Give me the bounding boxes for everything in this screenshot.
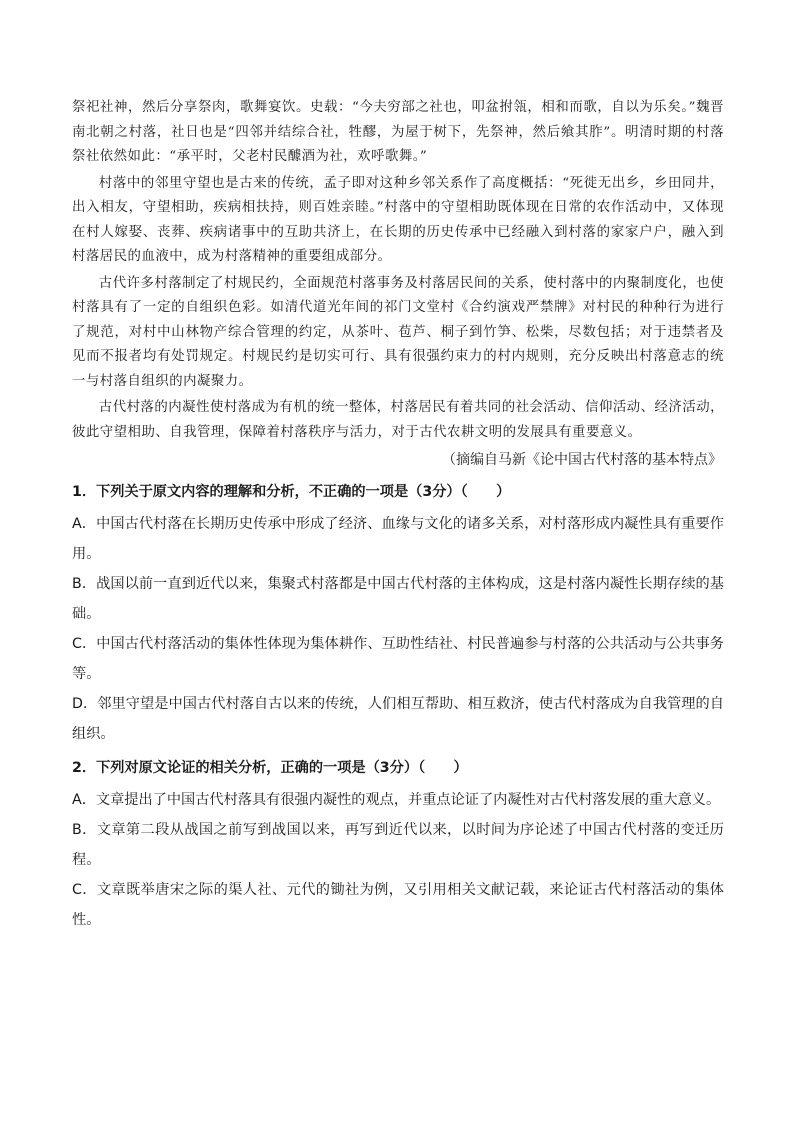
question-1-option-d: D．邻里守望是中国古代村落自古以来的传统，人们相互帮助、相互救济，使古代村落成为自我管理的自组织。	[72, 696, 724, 742]
reading-passage	[72, 96, 724, 445]
passage-source-citation: （摘编自马新《论中国古代村落的基本特点》	[442, 452, 722, 468]
question-2-title: 2．下列对原文论证的相关分析，正确的一项是（3分）（ ）	[72, 760, 468, 776]
question-1-title: 1．下列关于原文内容的理解和分析，不正确的一项是（3分）（ ）	[72, 484, 511, 500]
question-1-option-b: B．战国以前一直到近代以来，集聚式村落都是中国古代村落的主体构成，这是村落内凝性长期存续的基础。	[72, 576, 724, 622]
question-1	[72, 479, 724, 749]
question-2-option-a: A．文章提出了中国古代村落具有很强内凝性的观点，并重点论证了内凝性对古代村落发展的重大意义。	[72, 792, 721, 808]
question-2-option-c: C．文章既举唐宋之际的渠人社、元代的锄社为例，又引用相关文献记载，来论证古代村落活动的集体性。	[72, 882, 724, 928]
passage-paragraph-2: 村落中的邻里守望也是古来的传统，孟子即对这种乡邻关系作了高度概括：“死徙无出乡，乡田同井，出入相友，守望相助，疾病相扶持，则百姓亲睦。”村落中的守望相助既体现在日常的农作活动中，又体现在村人嫁娶、丧葬、疾病诸事中的互助共济上，在长期的历史传承中已经融入到村落的家家户户，融入到村落居民的血液中，成为村落精神的重要组成部分。	[72, 175, 724, 264]
question-2-option-b: B．文章第二段从战国之前写到战国以来，再写到近代以来，以时间为序论述了中国古代村落的变迁历程。	[72, 822, 724, 868]
passage-paragraph-3: 古代许多村落制定了村规民约，全面规范村落事务及村落居民间的关系，使村落中的内聚制度化，也使村落具有了一定的自组织色彩。如清代道光年间的祁门文堂村《合约演戏严禁牌》对村民的种种行为进行了规范，对村中山林物产综合管理的约定，从茶叶、苞芦、桐子到竹笋、松柴，尽数包括；对于违禁者及见而不报者均有处罚规定。村规民约是切实可行、具有很强约束力的村内规则，充分反映出村落意志的统一与村落自组织的内凝聚力。	[72, 275, 724, 389]
passage-paragraph-4: 古代村落的内凝性使村落成为有机的统一整体，村落居民有着共同的社会活动、信仰活动、经济活动，彼此守望相助、自我管理，保障着村落秩序与活力，对于古代农耕文明的发展具有重要意义。	[72, 400, 724, 440]
question-1-option-c: C．中国古代村落活动的集体性体现为集体耕作、互助性结社、村民普遍参与村落的公共活动与公共事务等。	[72, 636, 724, 682]
document-content	[72, 96, 724, 935]
question-1-option-a: A．中国古代村落在长期历史传承中形成了经济、血缘与文化的诸多关系，对村落形成内凝性具有重要作用。	[72, 516, 724, 562]
passage-paragraph-1: 祭祀社神，然后分享祭肉，歌舞宴饮。史载：“今夫穷部之社也，叩盆拊瓴，相和而歌，自以为乐矣。”魏晋南北朝之村落，社日也是“四邻并结综合社，牲醪，为屋于树下，先祭神，然后飨其胙”。明清时期的村落祭社依然如此：“承平时，父老村民醵酒为社，欢呼歌舞。”	[72, 100, 724, 164]
question-2	[72, 755, 724, 935]
